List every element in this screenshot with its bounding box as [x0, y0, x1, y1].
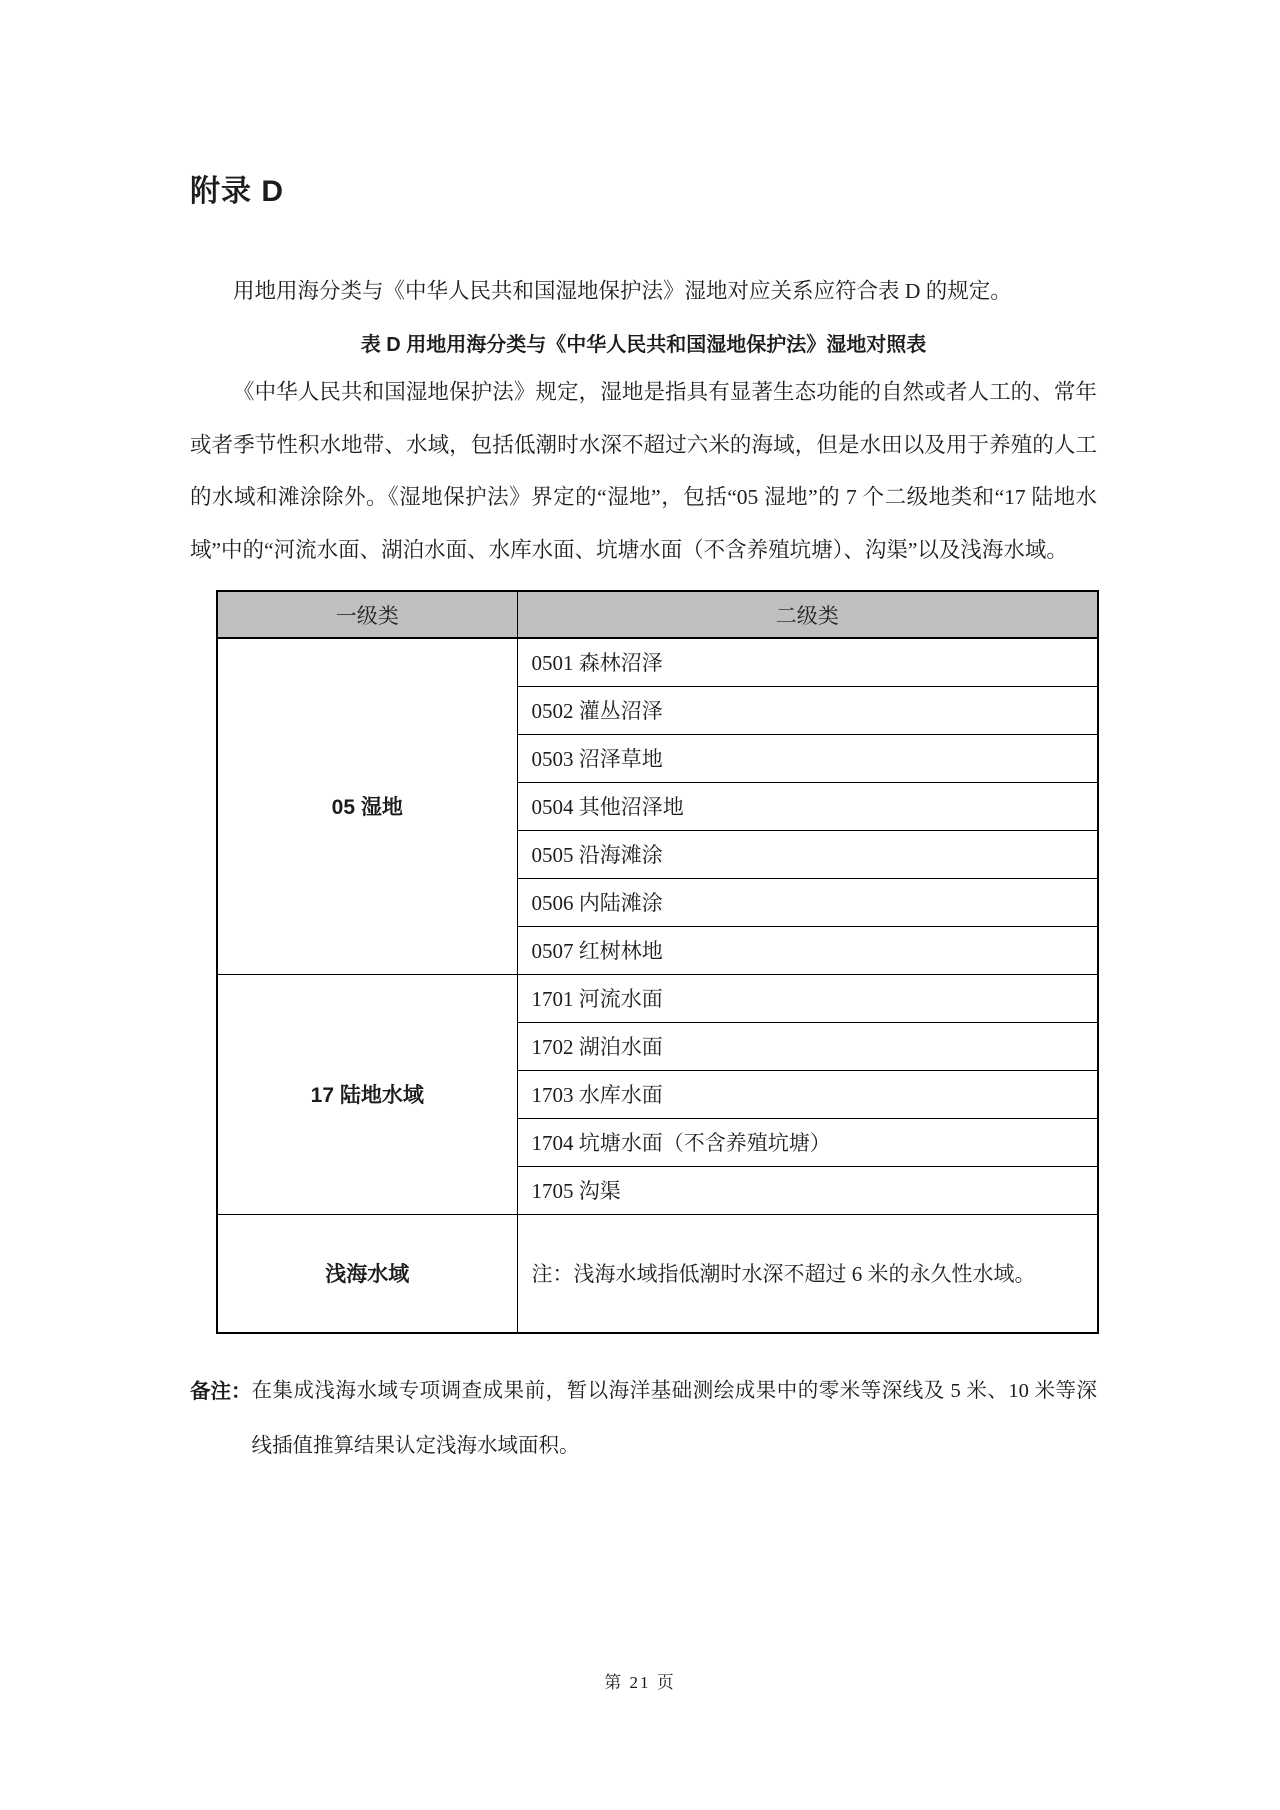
description-paragraph: 《中华人民共和国湿地保护法》规定，湿地是指具有显著生态功能的自然或者人工的、常年或者季节性积水地带、水域，包括低潮时水深不超过六米的海域，但是水田以及用于养殖的人工的水域和滩涂除外。《湿地保护法》界定的“湿地”，包括“05 湿地”的 7 个二级地类和“17 陆地水域”中的“河流水面、湖泊水面、水库水面、坑塘水面（不含养殖坑塘）、沟渠”以及浅海水域。 [190, 380, 1097, 562]
level2-cell: 0502 灌丛沼泽 [517, 686, 1098, 734]
level2-cell: 0504 其他沼泽地 [517, 782, 1098, 830]
remark-block [190, 1364, 1097, 1474]
level2-cell: 1702 湖泊水面 [517, 1022, 1098, 1070]
intro-paragraph: 用地用海分类与《中华人民共和国湿地保护法》湿地对应关系应符合表 D 的规定。 [233, 279, 1012, 303]
level2-cell: 1703 水库水面 [517, 1070, 1098, 1118]
remark-label: 备注： [190, 1380, 252, 1403]
level2-cell: 0503 沼泽草地 [517, 734, 1098, 782]
level2-cell: 1701 河流水面 [517, 974, 1098, 1022]
appendix-title: 附录 D [190, 175, 284, 208]
header-level2: 二级类 [517, 591, 1098, 638]
level2-cell: 1705 沟渠 [517, 1166, 1098, 1214]
level2-cell: 注：浅海水域指低潮时水深不超过 6 米的永久性水域。 [517, 1214, 1098, 1333]
level1-cell: 浅海水域 [217, 1214, 517, 1333]
table-body [217, 638, 1098, 1333]
table-row [217, 638, 1098, 686]
table-row [217, 974, 1098, 1022]
level1-cell: 05 湿地 [217, 638, 517, 974]
header-level1: 一级类 [217, 591, 517, 638]
table-header-row [217, 591, 1098, 638]
table-caption: 表 D 用地用海分类与《中华人民共和国湿地保护法》湿地对照表 [360, 334, 927, 356]
wetland-mapping-table [216, 590, 1099, 1334]
page-number: 第 21 页 [604, 1673, 676, 1692]
page-content [190, 0, 1097, 1474]
level2-cell: 0506 内陆滩涂 [517, 878, 1098, 926]
remark-text: 在集成浅海水域专项调查成果前，暂以海洋基础测绘成果中的零米等深线及 5 米、10 米等深线插值推算结果认定浅海水域面积。 [251, 1380, 1097, 1457]
level2-cell: 0501 森林沼泽 [517, 638, 1098, 686]
table-row [217, 1214, 1098, 1333]
level2-cell: 1704 坑塘水面（不含养殖坑塘） [517, 1118, 1098, 1166]
level1-cell: 17 陆地水域 [217, 974, 517, 1214]
level2-cell: 0505 沿海滩涂 [517, 830, 1098, 878]
level2-cell: 0507 红树林地 [517, 926, 1098, 974]
